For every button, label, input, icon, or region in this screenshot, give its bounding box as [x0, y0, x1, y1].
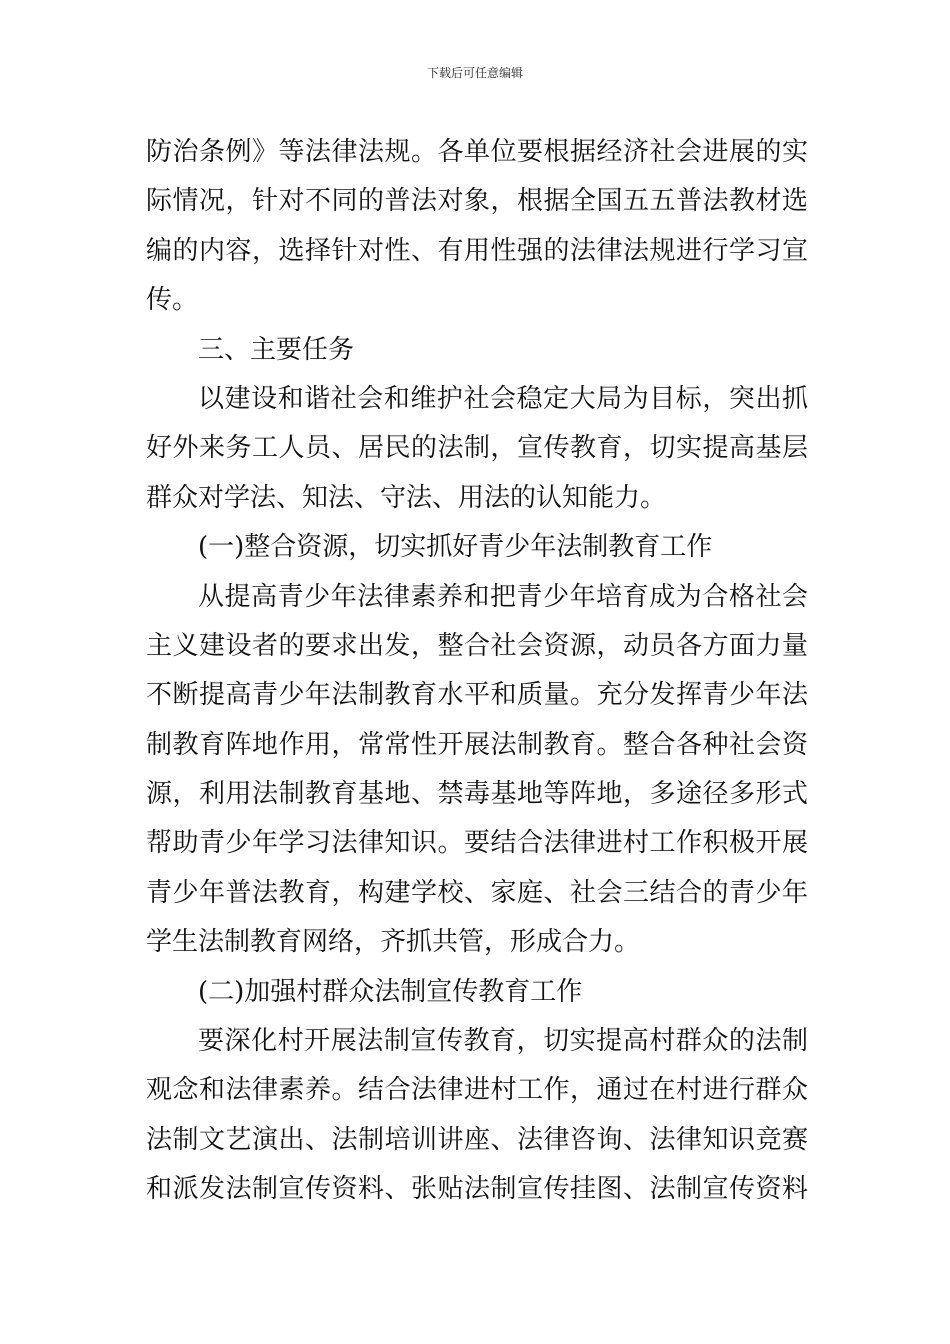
text-line: 法制文艺演出、法制培训讲座、法律咨询、法律知识竞赛: [146, 1124, 808, 1155]
text-line: 好外来务工人员、居民的法制，宣传教育，切实提高基层: [146, 433, 808, 464]
text-line: 要深化村开展法制宣传教育，切实提高村群众的法制: [198, 1026, 808, 1057]
text-line: 编的内容，选择针对性、有用性强的法律法规进行学习宣: [146, 235, 808, 266]
text-line: 防治条例》等法律法规。各单位要根据经济社会进展的实: [146, 137, 808, 167]
text-line: 从提高青少年法律素养和把青少年培育成为合格社会: [198, 581, 808, 612]
text-line: (一)整合资源，切实抓好青少年法制教育工作: [198, 532, 713, 563]
text-line: (二)加强村群众法制宣传教育工作: [198, 976, 583, 1007]
text-line: 学生法制教育网络，齐抓共管，形成合力。: [146, 927, 641, 958]
text-line: 不断提高青少年法制教育水平和质量。充分发挥青少年法: [146, 680, 808, 711]
text-line: 以建设和谐社会和维护社会稳定大局为目标，突出抓: [198, 383, 808, 414]
text-line: 观念和法律素养。结合法律进村工作，通过在村进行群众: [146, 1075, 808, 1106]
document-body: [146, 128, 808, 1215]
text-line: 制教育阵地作用，常常性开展法制教育。整合各种社会资: [146, 729, 808, 760]
text-line: 三、主要任务: [198, 334, 355, 365]
page-header: 下载后可任意编辑: [426, 66, 523, 80]
text-line: 群众对学法、知法、守法、用法的认知能力。: [146, 482, 667, 513]
text-line: 际情况，针对不同的普法对象，根据全国五五普法教材选: [146, 186, 808, 217]
text-line: 传。: [146, 285, 199, 316]
text-line: 和派发法制宣传资料、张贴法制宣传挂图、法制宣传资料: [146, 1174, 808, 1205]
text-line: 源，利用法制教育基地、禁毒基地等阵地，多途径多形式: [146, 779, 808, 810]
text-line: 主义建设者的要求出发，整合社会资源，动员各方面力量: [146, 630, 808, 661]
text-line: 帮助青少年学习法律知识。要结合法律进村工作积极开展: [146, 828, 808, 859]
text-line: 青少年普法教育，构建学校、家庭、社会三结合的青少年: [146, 877, 808, 908]
